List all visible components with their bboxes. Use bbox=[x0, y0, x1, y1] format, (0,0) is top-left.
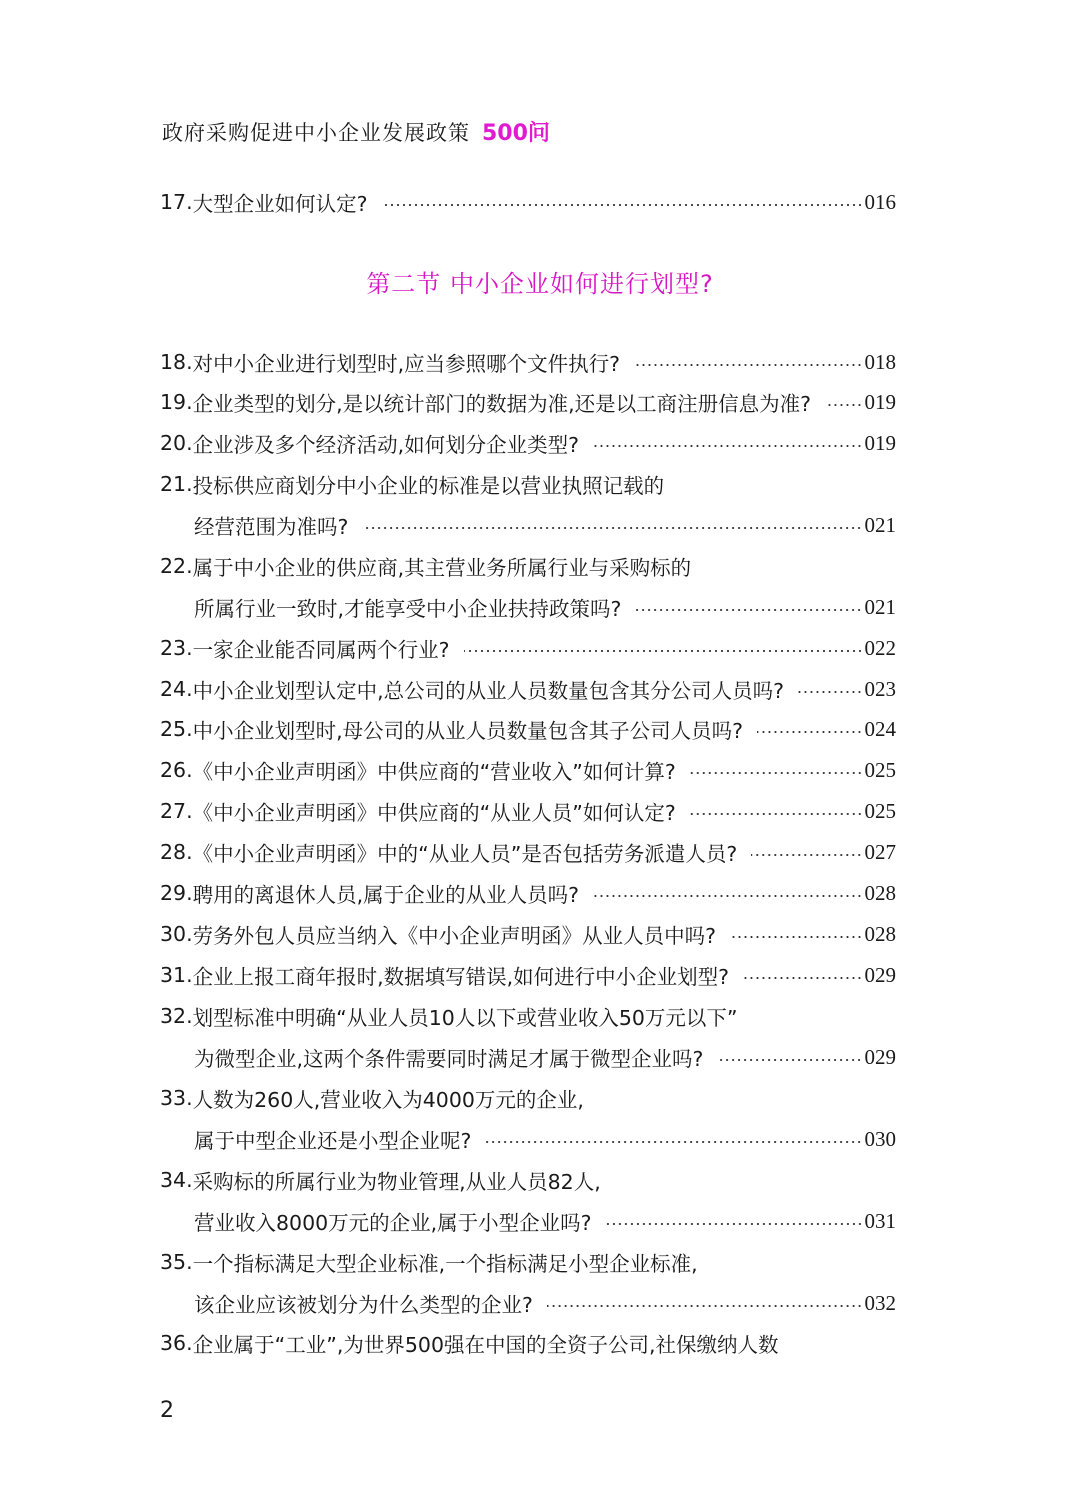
running-header bbox=[162, 116, 550, 147]
dot-leader bbox=[593, 895, 862, 897]
page-number: 2 bbox=[160, 1398, 174, 1423]
toc-entry bbox=[160, 1246, 896, 1278]
dot-leader bbox=[757, 731, 862, 733]
entry-title: 一家企业能否同属两个行业? bbox=[192, 638, 450, 662]
entry-number: 34. bbox=[160, 1168, 193, 1192]
entry-number: 28. bbox=[160, 840, 193, 864]
entry-title-continued: 经营范围为准吗? bbox=[194, 515, 349, 539]
entry-title: 一个指标满足大型企业标准,一个指标满足小型企业标准, bbox=[192, 1252, 698, 1276]
entry-title: 属于中小企业的供应商,其主营业务所属行业与采购标的 bbox=[192, 556, 692, 580]
toc-entry-continuation bbox=[194, 509, 896, 541]
dot-leader bbox=[593, 445, 862, 447]
toc-entry-continuation bbox=[194, 1123, 896, 1155]
entry-number: 36. bbox=[160, 1331, 193, 1355]
entry-title: 企业类型的划分,是以统计部门的数据为准,还是以工商注册信息为准? bbox=[192, 392, 812, 416]
entry-page-number: 022 bbox=[864, 635, 896, 660]
entry-page-number: 028 bbox=[864, 880, 896, 905]
entry-number: 27. bbox=[160, 799, 193, 823]
dot-leader bbox=[547, 1305, 863, 1307]
toc-entry bbox=[160, 877, 896, 909]
dot-leader bbox=[717, 1059, 862, 1061]
entry-number: 22. bbox=[160, 554, 193, 578]
book-title-highlight: 500问 bbox=[482, 121, 550, 146]
book-title: 政府采购促进中小企业发展政策 bbox=[162, 121, 470, 145]
entry-page-number: 019 bbox=[864, 389, 896, 414]
toc-entry bbox=[160, 632, 896, 664]
entry-number: 31. bbox=[160, 963, 193, 987]
toc-entry bbox=[160, 959, 896, 991]
entry-title: 企业上报工商年报时,数据填写错误,如何进行中小企业划型? bbox=[192, 965, 730, 989]
toc-entry bbox=[160, 186, 896, 218]
section-heading: 第二节 中小企业如何进行划型? bbox=[366, 270, 714, 298]
entry-title: 《中小企业声明函》中的“从业人员”是否包括劳务派遣人员? bbox=[192, 842, 738, 866]
entry-number: 24. bbox=[160, 677, 193, 701]
dot-leader bbox=[635, 609, 862, 611]
entry-number: 21. bbox=[160, 472, 193, 496]
entry-title-continued: 该企业应该被划分为什么类型的企业? bbox=[194, 1293, 533, 1317]
toc-entry-continuation bbox=[194, 1205, 896, 1237]
entry-number: 19. bbox=[160, 390, 193, 414]
entry-number: 18. bbox=[160, 350, 193, 374]
entry-number: 23. bbox=[160, 636, 193, 660]
entry-title: 劳务外包人员应当纳入《中小企业声明函》从业人员中吗? bbox=[192, 924, 716, 948]
toc-entry bbox=[160, 427, 896, 459]
dot-leader bbox=[743, 977, 862, 979]
toc-entry bbox=[160, 713, 896, 745]
toc-entry bbox=[160, 1164, 896, 1196]
dot-leader bbox=[730, 936, 863, 938]
entry-title: 人数为260人,营业收入为4000万元的企业, bbox=[192, 1088, 584, 1112]
dot-leader bbox=[825, 404, 862, 406]
toc-entry bbox=[160, 836, 896, 868]
entry-title-continued: 属于中型企业还是小型企业呢? bbox=[194, 1129, 472, 1153]
entry-number: 20. bbox=[160, 431, 193, 455]
entry-title: 中小企业划型时,母公司的从业人员数量包含其子公司人员吗? bbox=[192, 719, 744, 743]
dot-leader bbox=[485, 1141, 862, 1143]
entry-page-number: 023 bbox=[864, 676, 896, 701]
entry-page-number: 025 bbox=[864, 798, 896, 823]
dot-leader bbox=[798, 691, 862, 693]
toc-entry-continuation bbox=[194, 1041, 896, 1073]
toc-entry bbox=[160, 918, 896, 950]
entry-page-number: 025 bbox=[864, 757, 896, 782]
entry-number: 35. bbox=[160, 1250, 193, 1274]
toc-entry bbox=[160, 386, 896, 418]
entry-title: 采购标的所属行业为物业管理,从业人员82人, bbox=[192, 1170, 601, 1194]
entry-title: 大型企业如何认定? bbox=[192, 192, 368, 216]
dot-leader bbox=[690, 813, 863, 815]
entry-page-number: 021 bbox=[864, 594, 896, 619]
entry-title: 《中小企业声明函》中供应商的“营业收入”如何计算? bbox=[192, 760, 676, 784]
toc-entry bbox=[160, 795, 896, 827]
toc-entry bbox=[160, 468, 896, 500]
entry-title: 划型标准中明确“从业人员10人以下或营业收入50万元以下” bbox=[192, 1006, 738, 1030]
entry-title: 投标供应商划分中小企业的标准是以营业执照记载的 bbox=[192, 474, 665, 498]
toc-entry bbox=[160, 1327, 896, 1359]
entry-page-number: 021 bbox=[864, 512, 896, 537]
toc-entry bbox=[160, 673, 896, 705]
toc-entry bbox=[160, 1000, 896, 1032]
toc-entry bbox=[160, 346, 896, 378]
entry-number: 17. bbox=[160, 190, 193, 214]
entry-page-number: 032 bbox=[864, 1290, 896, 1315]
entry-page-number: 031 bbox=[864, 1208, 896, 1233]
entry-number: 26. bbox=[160, 758, 193, 782]
entry-page-number: 018 bbox=[864, 349, 896, 374]
entry-page-number: 024 bbox=[864, 716, 896, 741]
entry-number: 29. bbox=[160, 881, 193, 905]
entry-number: 33. bbox=[160, 1086, 193, 1110]
dot-leader bbox=[464, 650, 863, 652]
dot-leader bbox=[362, 527, 862, 529]
entry-title: 企业涉及多个经济活动,如何划分企业类型? bbox=[192, 433, 580, 457]
entry-title: 对中小企业进行划型时,应当参照哪个文件执行? bbox=[192, 352, 621, 376]
entry-title: 中小企业划型认定中,总公司的从业人员数量包含其分公司人员吗? bbox=[192, 679, 785, 703]
toc-entry-continuation bbox=[194, 591, 896, 623]
toc-entry-continuation bbox=[194, 1287, 896, 1319]
entry-number: 25. bbox=[160, 717, 193, 741]
entry-title: 聘用的离退休人员,属于企业的从业人员吗? bbox=[192, 883, 580, 907]
toc-entry bbox=[160, 1082, 896, 1114]
toc-entry bbox=[160, 550, 896, 582]
dot-leader bbox=[751, 854, 862, 856]
entry-title: 《中小企业声明函》中供应商的“从业人员”如何认定? bbox=[192, 801, 676, 825]
entry-page-number: 016 bbox=[864, 189, 896, 214]
entry-number: 32. bbox=[160, 1004, 193, 1028]
entry-page-number: 029 bbox=[864, 962, 896, 987]
entry-title: 企业属于“工业”,为世界500强在中国的全资子公司,社保缴纳人数 bbox=[192, 1333, 779, 1357]
dot-leader bbox=[690, 772, 863, 774]
entry-page-number: 019 bbox=[864, 430, 896, 455]
entry-number: 30. bbox=[160, 922, 193, 946]
entry-page-number: 030 bbox=[864, 1126, 896, 1151]
entry-page-number: 029 bbox=[864, 1044, 896, 1069]
dot-leader bbox=[606, 1223, 863, 1225]
entry-page-number: 027 bbox=[864, 839, 896, 864]
dot-leader bbox=[634, 364, 862, 366]
dot-leader bbox=[382, 204, 863, 206]
entry-title-continued: 为微型企业,这两个条件需要同时满足才属于微型企业吗? bbox=[194, 1047, 704, 1071]
entry-title-continued: 所属行业一致时,才能享受中小企业扶持政策吗? bbox=[194, 597, 622, 621]
entry-page-number: 028 bbox=[864, 921, 896, 946]
toc-entry bbox=[160, 754, 896, 786]
entry-title-continued: 营业收入8000万元的企业,属于小型企业吗? bbox=[194, 1211, 592, 1235]
